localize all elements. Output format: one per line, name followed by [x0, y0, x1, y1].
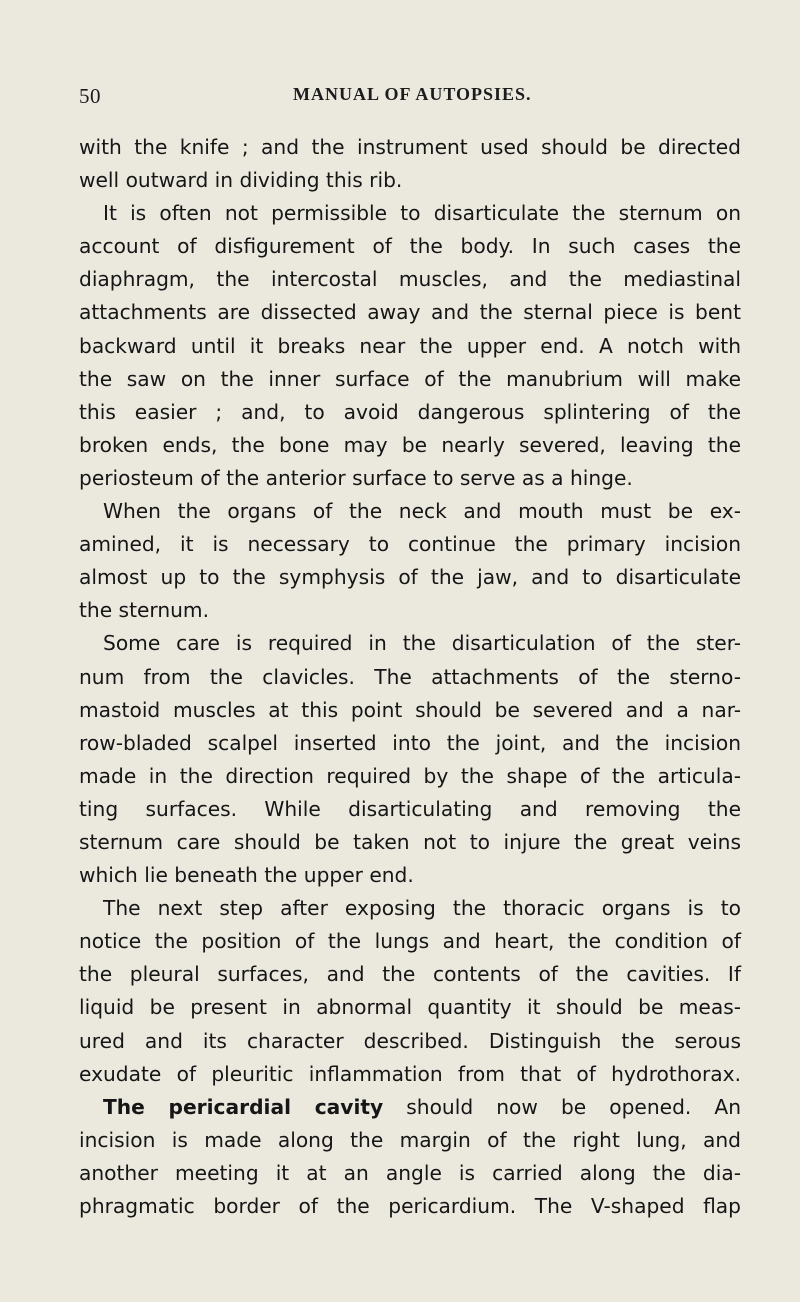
text-line: ured and its character described. Distinguish the serous [79, 1028, 741, 1053]
text-line: account of disfigurement of the body. In such cases the [79, 234, 741, 259]
text-line: sternum care should be taken not to injure the great veins [79, 829, 741, 854]
text-line: notice the position of the lungs and heart, the condition of [79, 929, 741, 954]
text-line: which lie beneath the upper end. [79, 863, 414, 888]
text-line: the pleural surfaces, and the contents of the cavities. If [79, 962, 741, 987]
text-line: mastoid muscles at this point should be severed and a nar- [79, 697, 741, 722]
text-line: well outward in dividing this rib. [79, 168, 403, 193]
text-line: incision is made along the margin of the right lung, and [79, 1127, 741, 1152]
running-head [79, 84, 739, 114]
text-line: exudate of pleuritic inflammation from that of hydrothorax. [79, 1061, 741, 1086]
text-run: should now be opened. [383, 1094, 692, 1119]
text-line: the sternum. [79, 598, 210, 623]
text-line: ting surfaces. While disarticulating and removing the [79, 796, 741, 821]
bold-term: The pericardial cavity [103, 1094, 384, 1119]
text-line: phragmatic border of the pericardium. The V-shaped flap [79, 1194, 741, 1218]
text-line: row-bladed scalpel inserted into the joint, and the incision [79, 730, 741, 755]
text-line: When the organs of the neck and mouth must be ex- [103, 499, 741, 524]
text-line: periosteum of the anterior surface to serve as a hinge. [79, 465, 633, 490]
text-line: liquid be present in abnormal quantity it should be meas- [79, 995, 741, 1020]
text-run: An [714, 1094, 741, 1119]
text-line: broken ends, the bone may be nearly severed, leaving the [79, 432, 741, 457]
text-line: num from the clavicles. The attachments of the sterno- [79, 664, 741, 689]
text-line: made in the direction required by the shape of the articula- [79, 763, 741, 788]
text-line: diaphragm, the intercostal muscles, and the mediastinal [79, 267, 741, 292]
text-line: this easier ; and, to avoid dangerous splintering of the [79, 399, 741, 424]
text-line: The next step after exposing the thoracic organs is to [103, 896, 741, 921]
body-text [79, 131, 741, 1223]
text-line: attachments are dissected away and the sternal piece is bent [79, 300, 741, 325]
text-line: Some care is required in the disarticulation of the ster- [103, 631, 741, 656]
text-line: another meeting it at an angle is carried along the dia- [79, 1160, 741, 1185]
running-title: MANUAL OF AUTOPSIES. [293, 84, 532, 104]
text-line-bold-lead [79, 1091, 741, 1124]
text-line: the saw on the inner surface of the manubrium will make [79, 366, 741, 391]
text-line: backward until it breaks near the upper end. A notch with [79, 333, 741, 358]
text-line: with the knife ; and the instrument used should be directed [79, 135, 741, 159]
text-line: It is often not permissible to disarticulate the sternum on [103, 201, 741, 226]
text-line: almost up to the symphysis of the jaw, and to disarticulate [79, 565, 741, 590]
page-number: 50 [79, 84, 101, 108]
text-line: amined, it is necessary to continue the primary incision [79, 532, 741, 557]
